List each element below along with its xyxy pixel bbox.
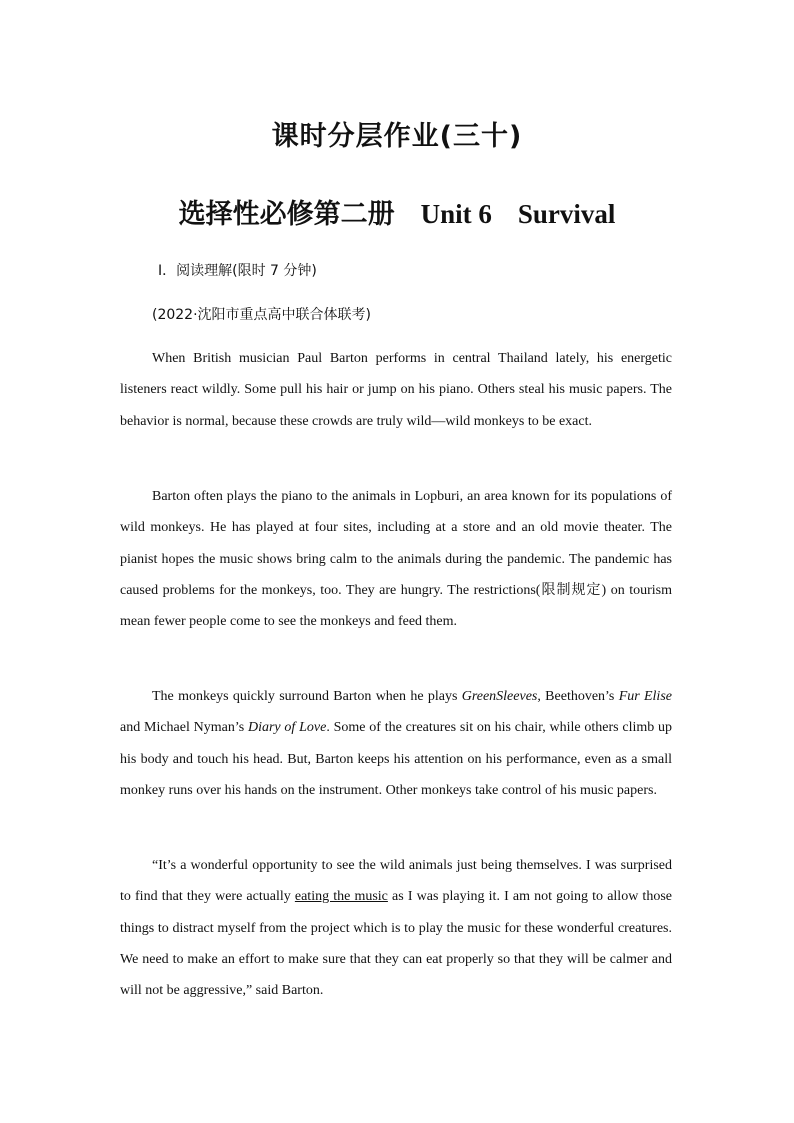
- passage-paragraph-2: [120, 481, 672, 637]
- subtitle-book: 选择性必修第二册: [178, 199, 395, 230]
- section-heading: Ⅰ．阅读理解(限时 7 分钟): [158, 263, 317, 279]
- song-title-diary-of-love: Diary of Love: [247, 720, 327, 736]
- song-title-greensleeves: GreenSleeves: [461, 689, 538, 704]
- song-title-fur-elise: Fur Elise: [618, 689, 672, 704]
- page-title-text: 课时分层作业(三十): [271, 121, 523, 152]
- paragraph-4-text-a: “It’s a wonderful opportunity to see the wild animals just being themselves. I was surprised to find that they were actually: [120, 858, 672, 905]
- passage-paragraph-1: [120, 343, 672, 437]
- paragraph-3-text-d: . Some of the creatures sit on his chair, while others climb up his body and touch his head. But, Barton keeps his attention on his performance, even as a small monkey runs over his hands on the instrument. Other monkeys take control of his music papers.: [120, 720, 673, 798]
- paragraph-1-text: When British musician Paul Barton performs in central Thailand lately, his energetic listeners react wildly. Some pull his hair or jump on his piano. Others steal his music papers. The behavior is normal, because these crowds are truly wild—wild monkeys to be exact.: [120, 351, 672, 429]
- paragraph-2-text-after: ) on tourism mean fewer people come to see the monkeys and feed them.: [120, 582, 673, 630]
- paragraph-3-text-c: and Michael Nyman’s: [120, 720, 248, 736]
- passage-paragraph-3: [120, 681, 672, 806]
- subtitle-topic: Survival: [517, 199, 616, 229]
- subtitle-unit: Unit 6: [420, 199, 492, 229]
- passage-paragraph-4: [120, 850, 672, 1006]
- paragraph-3-text-a: The monkeys quickly surround Barton when he plays: [152, 689, 462, 704]
- page-title: [0, 114, 794, 153]
- paragraph-2-text-before: Barton often plays the piano to the animals in Lopburi, an area known for its populations of wild monkeys. He has played at four sites, including at a store and an old movie theater. The pianist hopes the music shows bring calm to the animals during the pandemic. The pandemic has caused problems for the monkeys, too. They are hungry. The restrictions(: [120, 489, 672, 598]
- chinese-gloss: 限制规定: [540, 581, 602, 598]
- underlined-phrase: eating the music: [294, 889, 388, 905]
- page-subtitle: [0, 192, 794, 231]
- passage-source: (2022·沈阳市重点高中联合体联考): [152, 307, 372, 323]
- paragraph-4-text-b: as I was playing it. I am not going to allow those things to distract myself from the project which is to play the music for these wonderful creatures. We need to make an effort to make sure that they can eat properly so that they will be calmer and will not be aggressive,” said Barton.: [120, 889, 672, 999]
- paragraph-3-text-b: , Beethoven’s: [537, 689, 619, 704]
